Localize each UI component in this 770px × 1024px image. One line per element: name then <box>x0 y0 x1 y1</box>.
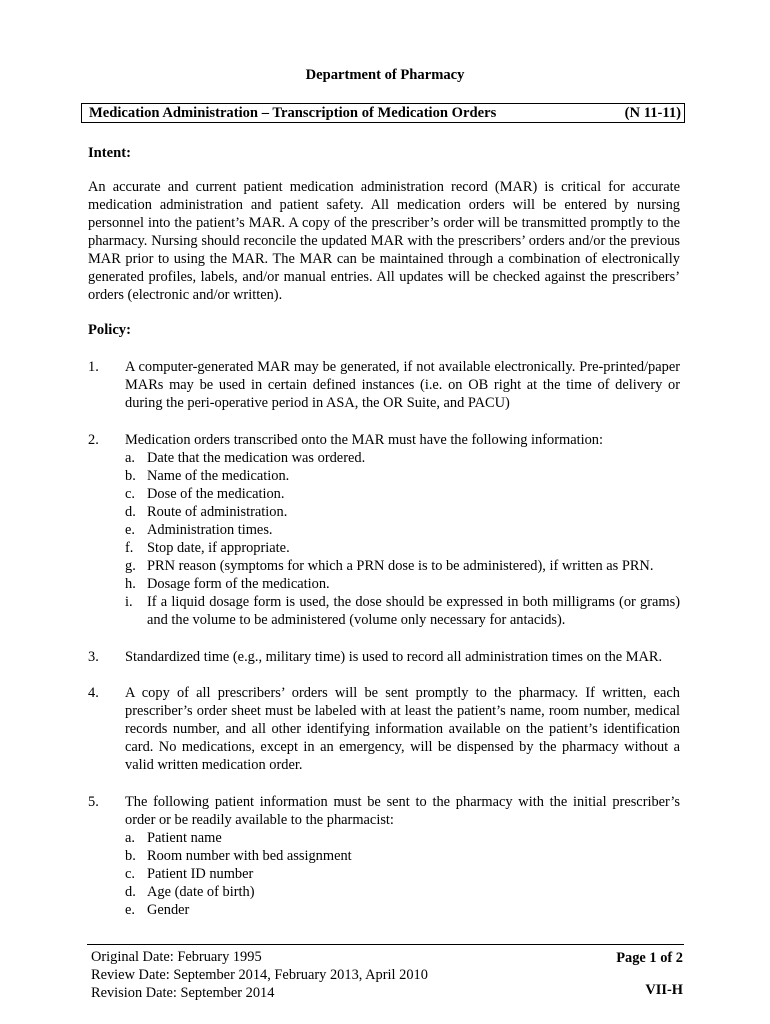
item-text: A computer-generated MAR may be generated, if not available electronically. Pre-printed/paper MARs may be used in certain defined instances (i.e. on OB right at the time of delivery or during the peri-operative period in ASA, the OR Suite, and PACU) <box>125 359 680 411</box>
list-text: Gender <box>147 902 190 918</box>
list-item <box>125 503 680 521</box>
list-letter: i. <box>125 594 133 610</box>
list-letter: b. <box>125 468 136 484</box>
section-code: VII-H <box>645 982 683 998</box>
patient-information-list <box>125 829 680 919</box>
list-text: PRN reason (symptoms for which a PRN dose is to be administered), if written as PRN. <box>147 558 654 574</box>
list-item <box>125 467 680 485</box>
list-text: Stop date, if appropriate. <box>147 540 290 556</box>
list-text: If a liquid dosage form is used, the dose should be expressed in both milligrams (or grams) and the volume to be administered (volume only necessary for antacids). <box>147 594 680 628</box>
list-letter: h. <box>125 576 136 592</box>
policy-item-1 <box>88 358 680 412</box>
list-text: Dosage form of the medication. <box>147 576 330 592</box>
list-text: Patient ID number <box>147 866 254 882</box>
item-text: Medication orders transcribed onto the MAR must have the following information: <box>125 432 603 448</box>
list-letter: a. <box>125 450 135 466</box>
item-text: A copy of all prescribers’ orders will be sent promptly to the pharmacy. If written, each prescriber’s order sheet must be labeled with at least the patient’s name, room number, medical records number, and all other identifying information available on the patient’s identification card. No medications, except in an emergency, will be dispensed by the pharmacy without a valid written medication order. <box>125 685 680 773</box>
page-number: Page 1 of 2 <box>616 950 683 966</box>
list-text: Date that the medication was ordered. <box>147 450 366 466</box>
policy-title: Medication Administration – Transcription of Medication Orders <box>89 105 497 121</box>
list-item <box>125 575 680 593</box>
review-date: Review Date: September 2014, February 2013, April 2010 <box>91 967 428 983</box>
policy-item-3 <box>88 648 680 666</box>
list-letter: b. <box>125 848 136 864</box>
item-number: 3. <box>88 649 99 665</box>
list-item <box>125 449 680 467</box>
list-letter: g. <box>125 558 136 574</box>
department-heading: Department of Pharmacy <box>305 67 465 83</box>
item-number: 1. <box>88 359 99 375</box>
list-item <box>125 847 680 865</box>
list-text: Administration times. <box>147 522 273 538</box>
item-text: The following patient information must be sent to the pharmacy with the initial prescriber’s order or be readily available to the pharmacist: <box>125 794 680 828</box>
original-date: Original Date: February 1995 <box>91 949 262 965</box>
revision-date: Revision Date: September 2014 <box>91 985 275 1001</box>
list-letter: f. <box>125 540 134 556</box>
list-letter: e. <box>125 522 135 538</box>
list-letter: d. <box>125 504 136 520</box>
list-letter: c. <box>125 486 135 502</box>
list-item <box>125 865 680 883</box>
policy-heading: Policy: <box>88 322 131 338</box>
policy-item-2 <box>88 431 680 629</box>
policy-item-4 <box>88 684 680 774</box>
list-letter: a. <box>125 830 135 846</box>
list-item <box>125 557 680 575</box>
item-number: 5. <box>88 794 99 810</box>
list-item <box>125 829 680 847</box>
list-item <box>125 883 680 901</box>
intent-heading: Intent: <box>88 145 131 161</box>
list-item <box>125 521 680 539</box>
list-letter: d. <box>125 884 136 900</box>
list-letter: e. <box>125 902 135 918</box>
item-number: 2. <box>88 432 99 448</box>
list-text: Room number with bed assignment <box>147 848 352 864</box>
list-item <box>125 485 680 503</box>
footer-divider <box>87 944 684 945</box>
list-text: Patient name <box>147 830 222 846</box>
list-item <box>125 593 680 629</box>
list-text: Dose of the medication. <box>147 486 285 502</box>
list-text: Age (date of birth) <box>147 884 255 900</box>
list-letter: c. <box>125 866 135 882</box>
list-item <box>125 539 680 557</box>
footer-dates <box>91 948 428 1002</box>
list-text: Name of the medication. <box>147 468 290 484</box>
policy-item-5 <box>88 793 680 919</box>
item-number: 4. <box>88 685 99 701</box>
list-item <box>125 901 680 919</box>
intent-paragraph: An accurate and current patient medication administration record (MAR) is critical for accurate medication administration and patient safety. All medication orders will be entered by nursing personnel into the patient’s MAR. A copy of the prescriber’s order will be transmitted promptly to the pharmacy. Nursing should reconcile the updated MAR with the prescribers’ orders and/or the previous MAR prior to using the MAR. The MAR can be maintained through a combination of electronically generated profiles, labels, and/or manual entries. All updates will be checked against the prescribers’ orders (electronic and/or written). <box>88 179 680 303</box>
item-text: Standardized time (e.g., military time) is used to record all administration times on the MAR. <box>125 649 663 665</box>
policy-code: (N 11-11) <box>624 105 681 121</box>
required-information-list <box>125 449 680 629</box>
list-text: Route of administration. <box>147 504 288 520</box>
